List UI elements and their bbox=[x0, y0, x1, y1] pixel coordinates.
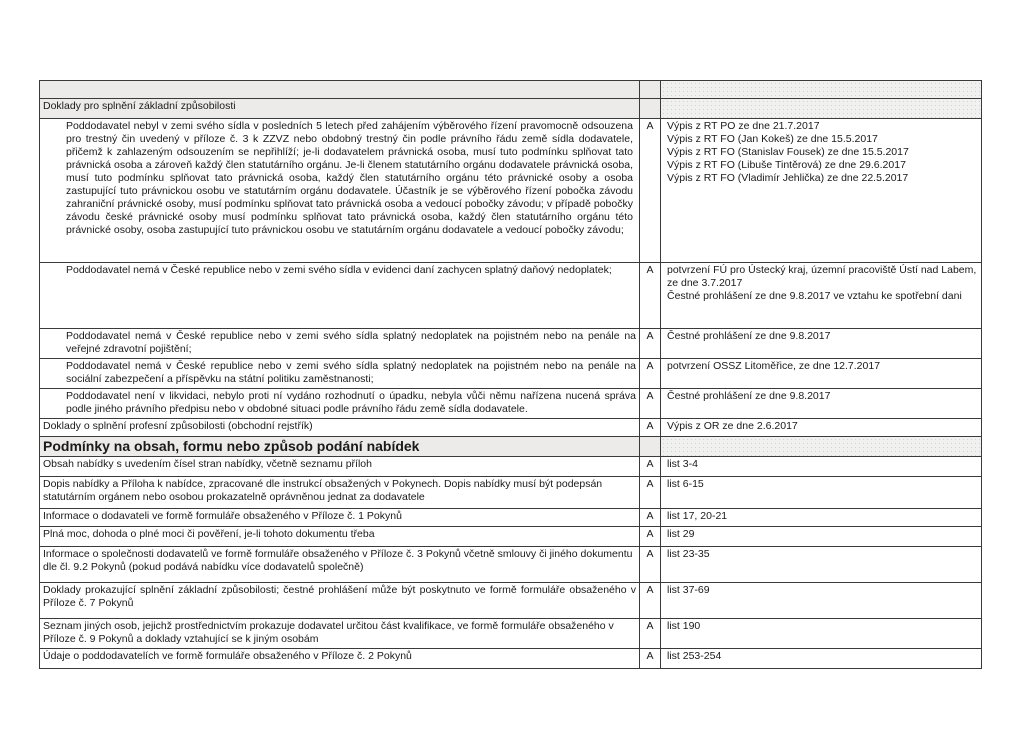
professional-text: Doklady o splnění profesní způsobilosti (obchodní rejstřík) bbox=[40, 419, 640, 437]
health-insurance-text: Poddodavatel nemá v České republice nebo v zemi svého sídla splatný nedoplatek na pojistném nebo na penále na veřejné zdravotní pojištění; bbox=[40, 329, 640, 359]
content-row-mark: A bbox=[640, 547, 661, 583]
table-row bbox=[40, 477, 982, 509]
table-top-strip bbox=[40, 81, 982, 99]
top-header-left bbox=[40, 81, 640, 99]
content-row-mark: A bbox=[640, 509, 661, 527]
table-row bbox=[40, 509, 982, 527]
content-row-evidence: list 3-4 bbox=[661, 457, 982, 477]
content-row-mark: A bbox=[640, 619, 661, 649]
health-insurance-evidence: Čestné prohlášení ze dne 9.8.2017 bbox=[661, 329, 982, 359]
content-row-evidence: list 37-69 bbox=[661, 583, 982, 619]
table-row bbox=[40, 527, 982, 547]
section-evidence-cell bbox=[661, 437, 982, 457]
professional-evidence: Výpis z OR ze dne 2.6.2017 bbox=[661, 419, 982, 437]
content-row-text: Plná moc, dohoda o plné moci či pověření, je-li tohoto dokumentu třeba bbox=[40, 527, 640, 547]
tax-requirement-mark: A bbox=[640, 263, 661, 329]
basic-requirement-evidence bbox=[661, 119, 982, 263]
table-row bbox=[40, 419, 982, 437]
top-header-middle bbox=[640, 81, 661, 99]
content-row-evidence: list 253-254 bbox=[661, 649, 982, 669]
table-row bbox=[40, 583, 982, 619]
evidence-item: Výpis z RT FO (Stanislav Fousek) ze dne 15.5.2017 bbox=[667, 146, 909, 158]
content-row-evidence: list 6-15 bbox=[661, 477, 982, 509]
evidence-item: Výpis z RT PO ze dne 21.7.2017 bbox=[667, 120, 820, 132]
table-row bbox=[40, 649, 982, 669]
social-insurance-text: Poddodavatel nemá v České republice nebo v zemi svého sídla splatný nedoplatek na pojistném nebo na penále na sociální zabezpečení a příspěvku na státní politiku zaměstnanosti; bbox=[40, 359, 640, 389]
section-header-row bbox=[40, 437, 982, 457]
basic-header-mark-cell bbox=[640, 99, 661, 119]
content-row-text: Informace o společnosti dodavatelů ve formě formuláře obsaženého v Příloze č. 3 Pokynů včetně smlouvy či jiného dokumentu dle čl. 9.2 Pokynů (pokud podává nabídku více dodavatelů společně) bbox=[40, 547, 640, 583]
content-row-text: Seznam jiných osob, jejichž prostřednictvím prokazuje dodavatel určitou část kvalifikace, ve formě formuláře obsaženého v Příloze č. 9 Pokynů a doklady vztahující se k jiným osobám bbox=[40, 619, 640, 649]
basic-requirement-text: Poddodavatel nebyl v zemi svého sídla v posledních 5 letech před zahájením výběrového řízení pravomocně odsouzena pro trestný čin uvedený v příloze č. 3 k ZZVZ nebo obdobný trestný čin podle právního řádu země sídla dodavatele, přičemž k zahlazeným odsouzením se nepřihlíží; je-li dodavatelem právnická osoba, musí tuto podmínku splňovat tato právnická osoba a zároveň každý člen statutárního orgánu. Je-li členem statutárního orgánu dodavatele právnická osoba, musí tuto podmínku splňovat tato právnická osoba, každý člen statutárního orgánu této právnické osoby a osoba zastupující tuto právnickou osobu ve statutárním orgánu dodavatele. Účastník je se výběrového řízení pobočka závodu zahraniční právnické osoby, musí podmínku splňovat tato právnická osoba a vedoucí pobočky závodu; v případě pobočky závodu české právnické osoby musí podmínku splňovat tato právnická osoba, každý člen statutárního orgánu této právnické osoby, osoba zastupující tuto právnickou osobu ve statutárním orgánu dodavatele a vedoucí pobočky závodu; bbox=[40, 119, 640, 263]
section-mark-cell bbox=[640, 437, 661, 457]
content-row-text: Údaje o poddodavatelích ve formě formuláře obsaženého v Příloze č. 2 Pokynů bbox=[40, 649, 640, 669]
basic-header-evidence-cell bbox=[661, 99, 982, 119]
content-row-evidence: list 23-35 bbox=[661, 547, 982, 583]
content-row-mark: A bbox=[640, 477, 661, 509]
liquidation-mark: A bbox=[640, 389, 661, 419]
tax-requirement-evidence bbox=[661, 263, 982, 329]
liquidation-evidence: Čestné prohlášení ze dne 9.8.2017 bbox=[661, 389, 982, 419]
social-insurance-mark: A bbox=[640, 359, 661, 389]
table-row bbox=[40, 359, 982, 389]
content-row-evidence: list 17, 20-21 bbox=[661, 509, 982, 527]
requirements-table bbox=[39, 80, 982, 669]
content-row-text: Informace o dodavateli ve formě formuláře obsaženého v Příloze č. 1 Pokynů bbox=[40, 509, 640, 527]
content-row-mark: A bbox=[640, 583, 661, 619]
evidence-item: Výpis z RT FO (Libuše Tintěrová) ze dne 29.6.2017 bbox=[667, 159, 906, 171]
evidence-item: Čestné prohlášení ze dne 9.8.2017 ve vztahu ke spotřební dani bbox=[667, 290, 962, 302]
table-row bbox=[40, 329, 982, 359]
social-insurance-evidence: potvrzení OSSZ Litoměřice, ze dne 12.7.2017 bbox=[661, 359, 982, 389]
basic-requirement-mark: A bbox=[640, 119, 661, 263]
content-row-mark: A bbox=[640, 527, 661, 547]
professional-mark: A bbox=[640, 419, 661, 437]
content-row-mark: A bbox=[640, 457, 661, 477]
table-row bbox=[40, 263, 982, 329]
evidence-item: potvrzení FÚ pro Ústecký kraj, územní pracoviště Ústí nad Labem, ze dne 3.7.2017 bbox=[667, 264, 977, 289]
content-row-evidence: list 29 bbox=[661, 527, 982, 547]
content-row-evidence: list 190 bbox=[661, 619, 982, 649]
table-row bbox=[40, 547, 982, 583]
content-row-text: Doklady prokazující splnění základní způsobilosti; čestné prohlášení může být poskytnuto ve formě formuláře obsaženého v Příloze č. 7 Pokynů bbox=[40, 583, 640, 619]
health-insurance-mark: A bbox=[640, 329, 661, 359]
evidence-item: Výpis z RT FO (Jan Kokeš) ze dne 15.5.2017 bbox=[667, 133, 878, 145]
table-row bbox=[40, 119, 982, 263]
section-title: Podmínky na obsah, formu nebo způsob podání nabídek bbox=[40, 437, 640, 457]
table-row bbox=[40, 619, 982, 649]
top-header-right bbox=[661, 81, 982, 99]
table-row bbox=[40, 457, 982, 477]
evidence-item: Výpis z RT FO (Vladimír Jehlička) ze dne 22.5.2017 bbox=[667, 172, 909, 184]
basic-header: Doklady pro splnění základní způsobilosti bbox=[40, 99, 640, 119]
content-row-mark: A bbox=[640, 649, 661, 669]
table-row bbox=[40, 389, 982, 419]
basic-header-row bbox=[40, 99, 982, 119]
liquidation-text: Poddodavatel není v likvidaci, nebylo proti ní vydáno rozhodnutí o úpadku, nebyla vůči němu nařízena nucená správa podle jiného právního předpisu nebo v obdobné situaci podle právního řádu země sídla dodavatele. bbox=[40, 389, 640, 419]
tax-requirement-text: Poddodavatel nemá v České republice nebo v zemi svého sídla v evidenci daní zachycen splatný daňový nedoplatek; bbox=[40, 263, 640, 329]
content-row-text: Obsah nabídky s uvedením čísel stran nabídky, včetně seznamu příloh bbox=[40, 457, 640, 477]
content-row-text: Dopis nabídky a Příloha k nabídce, zpracované dle instrukcí obsažených v Pokynech. Dopis nabídky musí být podepsán statutárním orgánem nebo osobou prokazatelně oprávněnou jednat za dodavatele bbox=[40, 477, 640, 509]
